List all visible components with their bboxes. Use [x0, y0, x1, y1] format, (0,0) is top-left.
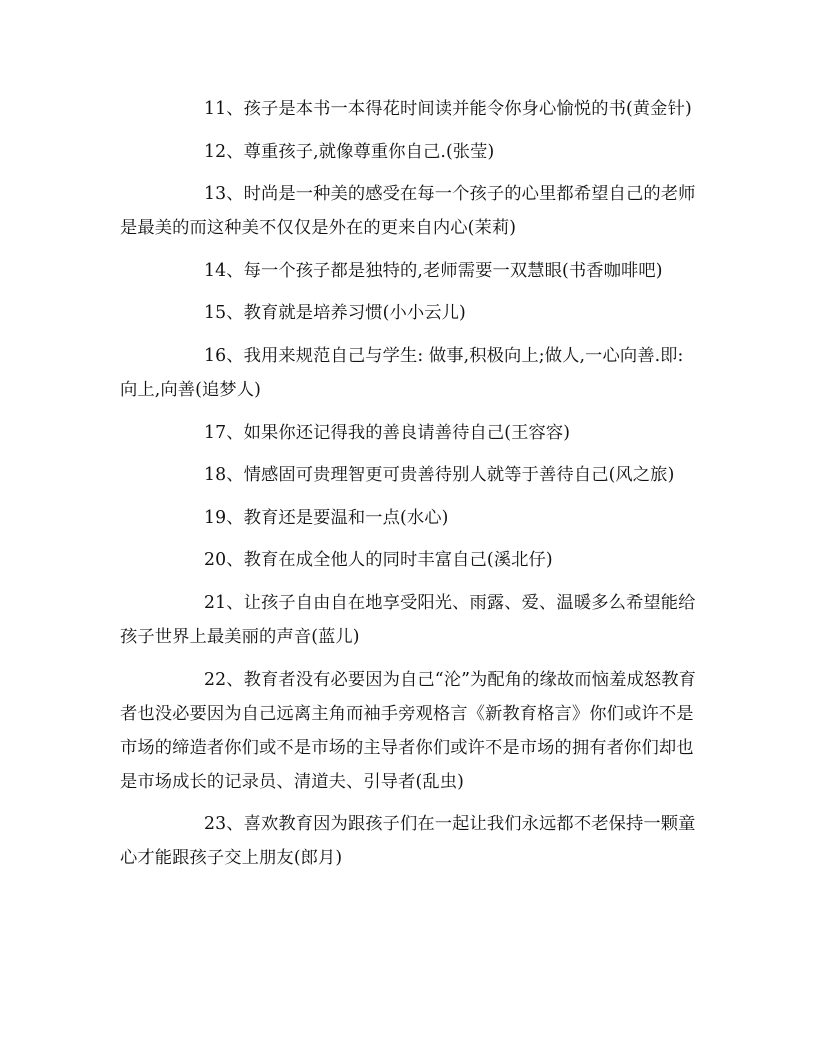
quote-paragraph-14: 14、每一个孩子都是独特的,老师需要一双慧眼(书香咖啡吧)	[204, 260, 663, 281]
quote-paragraph-13: 13、时尚是一种美的感受在每一个孩子的心里都希望自己的老师是最美的而这种美不仅仅是外在的更来自内心(茉莉)	[120, 184, 696, 239]
quote-paragraph-15: 15、教育就是培养习惯(小小云儿)	[204, 303, 466, 324]
quote-paragraph-20: 20、教育在成全他人的同时丰富自己(溪北仔)	[204, 550, 553, 571]
quote-paragraph-11: 11、孩子是本书一本得花时间读并能令你身心愉悦的书(黄金针)	[204, 99, 692, 119]
quote-paragraph-18: 18、情感固可贵理智更可贵善待别人就等于善待自己(风之旅)	[204, 465, 675, 486]
quote-paragraph-17: 17、如果你还记得我的善良请善待自己(王容容)	[204, 422, 571, 443]
document-body	[120, 92, 700, 884]
quote-paragraph-19: 19、教育还是要温和一点(水心)	[204, 507, 449, 528]
quote-paragraph-21: 21、让孩子自由自在地享受阳光、雨露、爱、温暖多么希望能给孩子世界上最美丽的声音(蓝儿)	[120, 592, 696, 647]
quote-paragraph-12: 12、尊重孩子,就像尊重你自己.(张莹)	[204, 141, 495, 162]
quote-paragraph-22: 22、教育者没有必要因为自己“沦”为配角的缘故而恼羞成怒教育者也没必要因为自己远离主角而袖手旁观格言《新教育格言》你们或许不是市场的缔造者你们或不是市场的主导者你们或许不是市场的拥有者你们却也是市场成长的记录员、清道夫、引导者(乱虫)	[120, 669, 696, 792]
quote-paragraph-23: 23、喜欢教育因为跟孩子们在一起让我们永远都不老保持一颗童心才能跟孩子交上朋友(郎月)	[120, 814, 696, 869]
quote-paragraph-16: 16、我用来规范自己与学生: 做事,积极向上;做人,一心向善.即:向上,向善(追梦人)	[120, 345, 684, 400]
